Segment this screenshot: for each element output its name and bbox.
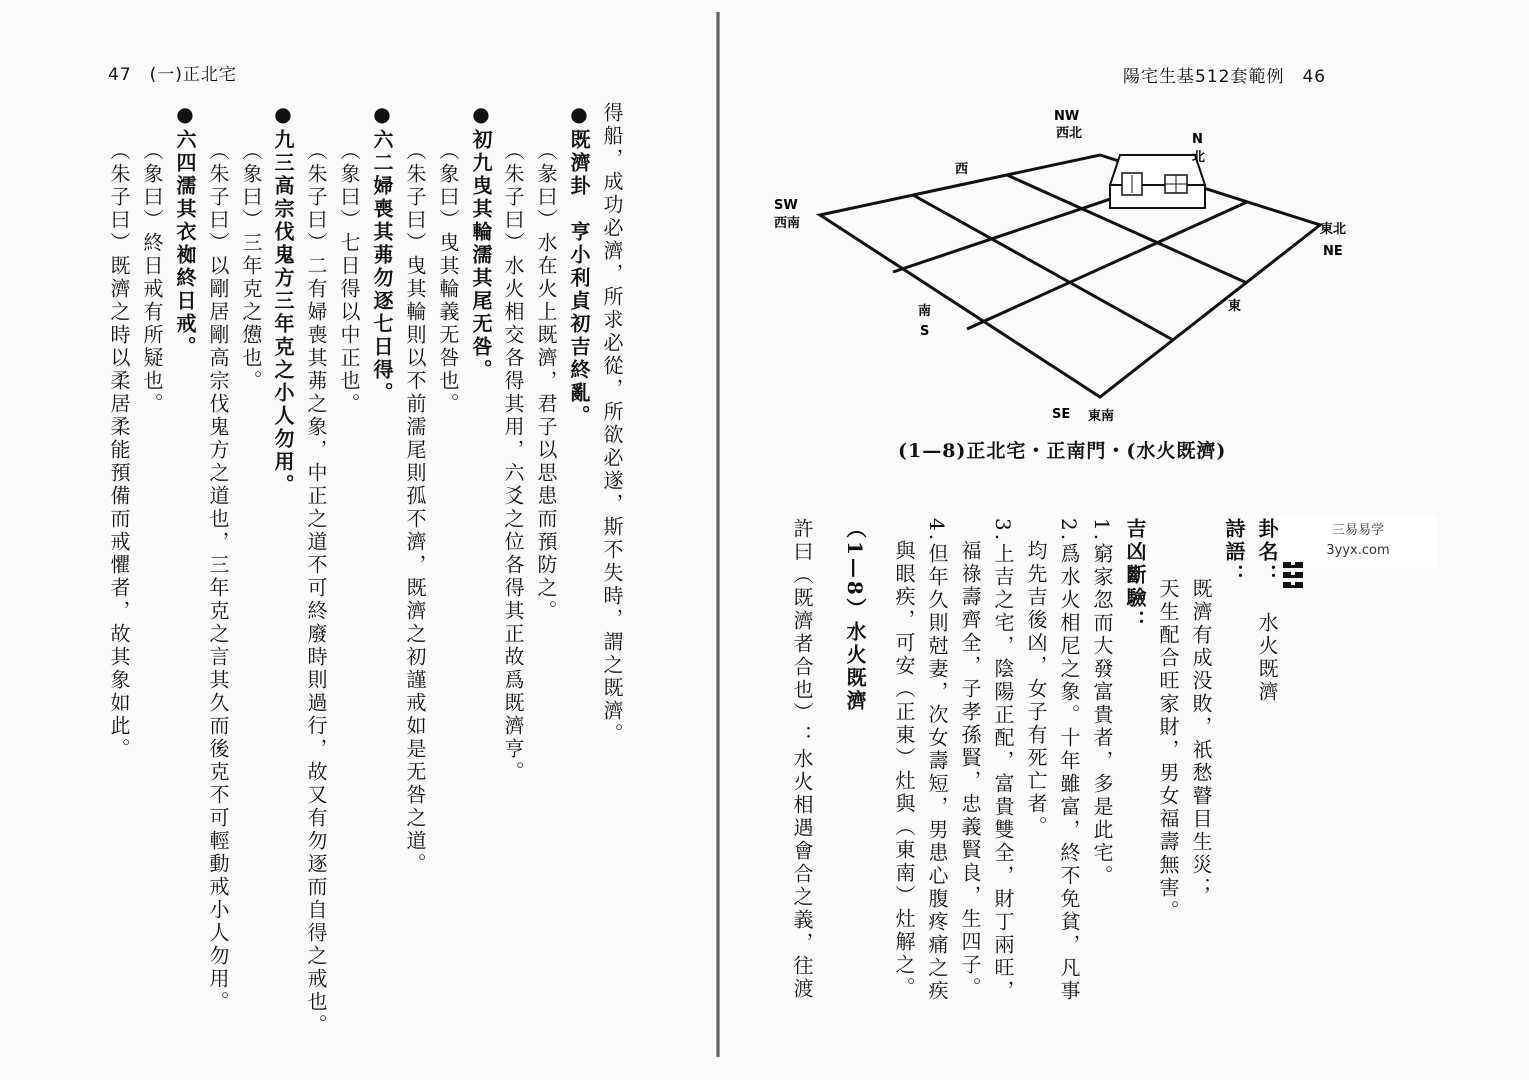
left-column-13: （朱子曰）以剛居剛高宗伐鬼方之道也，三年克之言其久而後克不可輕動戒小人勿用。 — [206, 140, 230, 1014]
judgement-5: 福祿壽齊全，子孝孫賢，忠義賢良，生四子。 — [958, 540, 982, 1000]
watermark-line2: 3yyx.com — [1326, 543, 1390, 558]
right-page-header: 陽宅生基512套範例 46 — [1123, 67, 1327, 87]
label-sw-cn: 西南 — [774, 216, 801, 231]
gua-label: 卦名： — [1255, 518, 1279, 587]
left-column-16: （朱子曰）既濟之時以柔居柔能預備而戒懼者，故其象如此。 — [107, 140, 131, 761]
section-title: （1—8）水火既濟 — [843, 518, 867, 713]
left-column-5: ●初九曳其輪濡其尾无咎。 — [469, 102, 493, 382]
watermark — [1278, 515, 1438, 567]
left-page-header: 47 (一)正北宅 — [108, 65, 237, 85]
watermark-line1: 三易易学 — [1331, 523, 1384, 538]
left-column-1: 得船，成功必濟，所求必從，所欲必遂，斯不失時，謂之既濟。 — [600, 102, 624, 746]
gua-name: 水火既濟 — [1255, 612, 1279, 704]
label-e-cn: 東 — [1228, 299, 1242, 314]
label-ne-en: NE — [1323, 244, 1343, 259]
label-sw-en: SW — [774, 198, 798, 213]
left-column-15: （象曰）終日戒有所疑也。 — [140, 140, 164, 416]
judgement-2: 2.爲水火相尼之象。十年雖富，終不免貧，凡事 — [1057, 518, 1081, 1004]
judgement-6: 4.但年久則尅妻，次女壽短，男患心腹疼痛之疾 — [925, 518, 949, 1004]
judgement-4: 3.上吉之宅，陰陽正配，富貴雙全，財丁兩旺， — [991, 518, 1015, 1004]
label-n-en: N — [1192, 132, 1203, 147]
left-column-2: ●既濟卦 亨小利貞初吉終亂。 — [567, 102, 591, 428]
poem-label: 詩語： — [1222, 518, 1246, 587]
judgement-7: 與眼疾，可安（正東）灶與（東南）灶解之。 — [892, 540, 916, 1000]
judgement-label: 吉凶斷驗： — [1123, 518, 1147, 633]
left-column-12: （象曰）三年克之憊也。 — [239, 140, 263, 393]
left-column-6: （象曰）曳其輪義无咎也。 — [436, 140, 460, 416]
comment-line: 許曰（既濟者合也）：水火相遇會合之義，往渡 — [790, 518, 814, 1001]
left-column-7: （朱子曰）曳其輪則以不前濡尾則孤不濟，既濟之初謹戒如是无咎之道。 — [403, 140, 427, 876]
left-column-14: ●六四濡其衣袽終日戒。 — [173, 102, 197, 359]
diagram-caption: (1—8)正北宅・正南門・(水火既濟) — [898, 440, 1227, 462]
left-column-4: （朱子曰）水火相交各得其用，六爻之位各得其正故爲既濟亨。 — [501, 140, 525, 784]
left-column-3: （彖曰）水在火上既濟，君子以思患而預防之。 — [534, 140, 558, 623]
house-icon — [1110, 155, 1205, 208]
left-column-11: ●九三高宗伐鬼方三年克之小人勿用。 — [271, 102, 295, 497]
label-nw-cn: 西北 — [1056, 126, 1083, 141]
poem-line-2: 天生配合旺家財，男女福壽無害。 — [1156, 578, 1180, 923]
label-s-cn: 南 — [918, 304, 932, 319]
hexagram-symbol — [1283, 562, 1303, 592]
poem-line-1: 既濟有成没敗，祇愁瞽目生災； — [1189, 578, 1213, 900]
label-se-en: SE — [1052, 407, 1071, 422]
left-column-9: （象曰）七日得以中正也。 — [337, 140, 361, 416]
label-s-en: S — [920, 324, 930, 339]
label-nw-en: NW — [1054, 109, 1080, 124]
label-ne-cn: 東北 — [1320, 222, 1347, 237]
left-column-8: ●六二婦喪其茀勿逐七日得。 — [370, 102, 394, 405]
judgement-1: 1.窮家忽而大發富貴者，多是此宅。 — [1090, 518, 1114, 889]
left-column-10: （朱子曰）二有婦喪其茀之象，中正之道不可終廢時則過行，故又有勿逐而自得之戒也。 — [304, 140, 328, 1037]
label-se-cn: 東南 — [1088, 409, 1115, 424]
book-spine — [716, 12, 720, 1057]
judgement-3: 均先吉後凶，女子有死亡者。 — [1024, 540, 1048, 839]
house-grid-diagram — [760, 95, 1370, 430]
label-n-cn: 北 — [1192, 150, 1206, 165]
label-w-cn: 西 — [955, 162, 969, 177]
